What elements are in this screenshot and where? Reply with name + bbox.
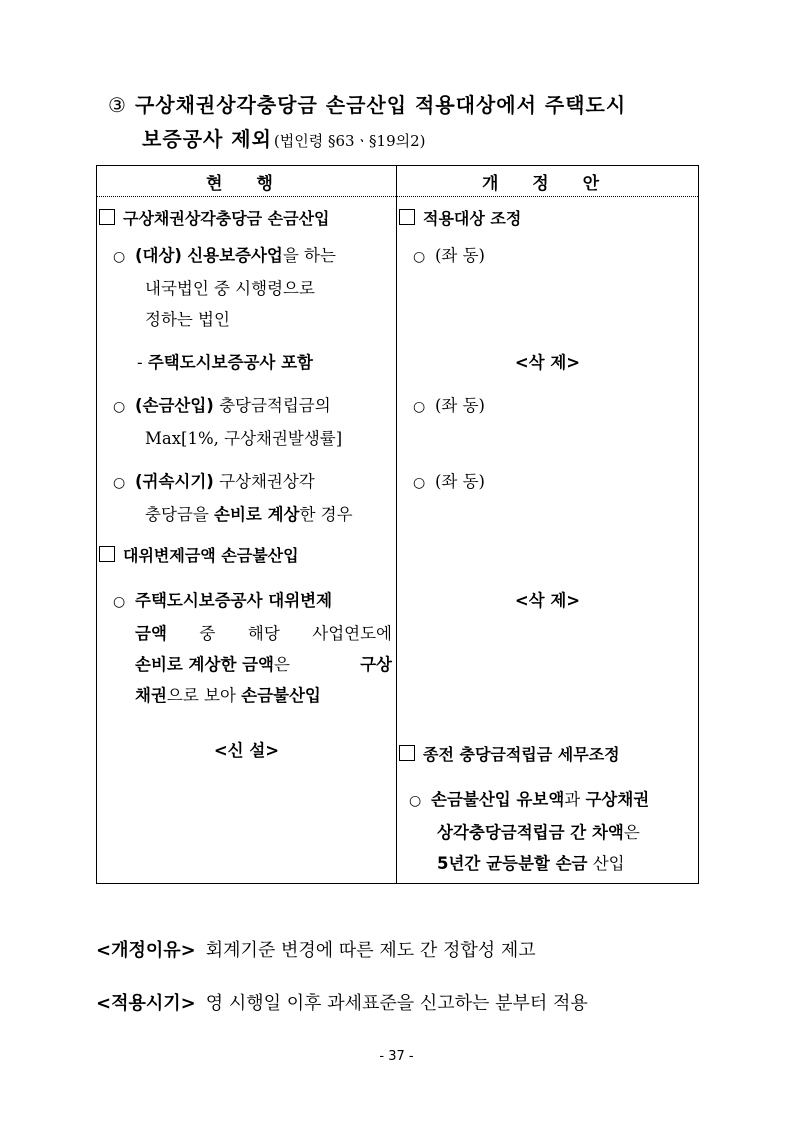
row1-proposed [397, 197, 699, 537]
circle-bullet-icon: ○ [113, 249, 126, 265]
comparison-table [96, 165, 699, 884]
section-heading [108, 88, 748, 156]
row3-proposed [397, 725, 699, 884]
list-item: ○ 주택도시보증공사 대위변제 [97, 585, 396, 618]
row2-left-title: 대위변제금액 손금불산입 [97, 540, 396, 571]
new-label: <신 설> [213, 741, 280, 760]
list-item: ○ 손금불산입 유보액과 구상채권 [397, 784, 698, 817]
reason-text: 회계기준 변경에 따른 제도 간 정합성 제고 [205, 940, 536, 961]
heading-title-cont: 보증공사 제외 [142, 127, 272, 151]
heading-line1 [108, 88, 748, 122]
list-item: ○ (손금산입) 충당금적립금의 [97, 390, 396, 423]
circle-bullet-icon: ○ [113, 475, 126, 491]
row3-right-title: 종전 충당금적립금 세무조정 [397, 739, 698, 770]
same-as-left: ○ (좌 동) [397, 240, 698, 273]
deleted-label: <삭 제> [514, 591, 581, 610]
list-item: ○ (귀속시기) 구상채권상각 [97, 466, 396, 499]
list-item-cont: 내국법인 중 시행령으로 [145, 279, 315, 298]
square-bullet-icon [99, 209, 115, 225]
circle-bullet-icon: ○ [413, 475, 426, 491]
list-item-cont: 채권으로 보아 손금불산입 [135, 686, 321, 705]
heading-legal-ref: (법인령 §63ㆍ§19의2) [273, 132, 426, 150]
row1-current [97, 197, 397, 537]
row1-right-title: 적용대상 조정 [397, 203, 698, 234]
circle-bullet-icon: ○ [413, 249, 426, 265]
reason-line [96, 936, 706, 962]
heading-line2 [108, 122, 748, 156]
heading-title: 구상채권상각충당금 손금산입 적용대상에서 주택도시 [134, 93, 627, 117]
square-bullet-icon [399, 745, 415, 761]
apply-line [96, 989, 706, 1015]
apply-tag: <적용시기> [96, 993, 196, 1014]
row2-proposed [397, 536, 699, 725]
same-as-left: ○ (좌 동) [397, 466, 698, 499]
list-item: ○ (대상) 신용보증사업을 하는 [97, 240, 396, 273]
dash-item: - 주택도시보증공사 포함 [137, 353, 313, 372]
circle-bullet-icon: ○ [413, 399, 426, 415]
list-item-cont: 금액 중 해당 사업연도에 [135, 624, 392, 643]
circle-bullet-icon: ○ [113, 594, 126, 610]
square-bullet-icon [399, 209, 415, 225]
square-bullet-icon [99, 546, 115, 562]
list-item-cont: 정하는 법인 [145, 310, 230, 329]
reason-tag: <개정이유> [96, 940, 196, 961]
apply-text: 영 시행일 이후 과세표준을 신고하는 분부터 적용 [205, 993, 588, 1014]
list-item-cont: 5년간 균등분할 손금 산입 [437, 854, 625, 873]
row2-current [97, 536, 397, 725]
page-number: - 37 - [379, 1049, 414, 1064]
list-item-cont: Max[1%, 구상채권발생률] [145, 429, 343, 448]
list-item-cont: 충당금을 손비로 계상한 경우 [145, 505, 353, 524]
circle-bullet-icon: ○ [409, 793, 422, 809]
row1-left-title: 구상채권상각충당금 손금산입 [97, 203, 396, 234]
header-proposed: 개 정 안 [397, 166, 699, 197]
same-as-left: ○ (좌 동) [397, 390, 698, 423]
heading-number: ③ [108, 93, 127, 117]
header-current: 현 행 [97, 166, 397, 197]
list-item-cont: 상각충당금적립금 간 차액은 [437, 823, 640, 842]
row3-current [97, 725, 397, 884]
list-item-cont: 손비로 계상한 금액은 구상 [135, 655, 392, 674]
circle-bullet-icon: ○ [113, 399, 126, 415]
deleted-label: <삭 제> [514, 353, 581, 372]
